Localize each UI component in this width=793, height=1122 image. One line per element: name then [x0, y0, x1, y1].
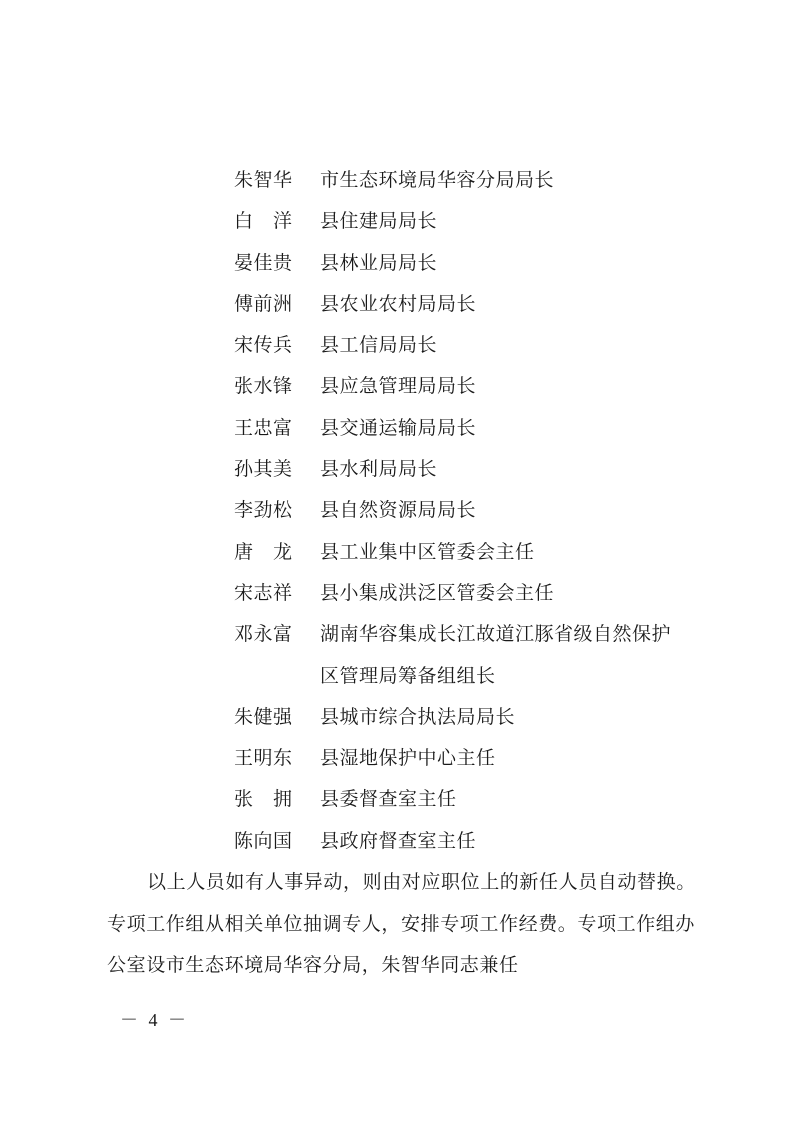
member-name: 张 拥	[234, 788, 293, 811]
member-row	[234, 490, 714, 531]
member-list	[234, 160, 714, 862]
member-name: 李劲松	[234, 499, 293, 522]
member-row	[234, 201, 714, 242]
member-title: 县住建局局长	[320, 210, 438, 233]
member-title: 县农业农村局局长	[320, 292, 477, 315]
member-row	[234, 738, 714, 779]
member-name: 王明东	[234, 747, 293, 770]
member-title: 县湿地保护中心主任	[320, 747, 496, 770]
member-row	[234, 284, 714, 325]
member-title: 县交通运输局局长	[320, 416, 477, 439]
member-title: 县城市综合执法局局长	[320, 705, 516, 728]
member-name: 王忠富	[234, 416, 293, 439]
member-row	[234, 366, 714, 407]
member-row	[234, 532, 714, 573]
member-name: 唐 龙	[234, 540, 293, 563]
member-name: 晏佳贵	[234, 251, 293, 274]
member-name: 宋志祥	[234, 581, 293, 604]
member-row	[234, 325, 714, 366]
member-row	[234, 408, 714, 449]
member-row	[234, 243, 714, 284]
member-name: 张水锋	[234, 375, 293, 398]
member-title: 湖南华容集成长江故道江豚省级自然保护区管理局筹备组组长	[320, 623, 672, 687]
member-row	[234, 160, 714, 201]
member-title: 县水利局局长	[320, 458, 438, 481]
member-title: 县委督查室主任	[320, 788, 457, 811]
member-row	[234, 779, 714, 820]
member-title: 县林业局局长	[320, 251, 438, 274]
member-name: 宋传兵	[234, 334, 293, 357]
page-number: － 4 －	[120, 1010, 189, 1030]
member-title: 县应急管理局局长	[320, 375, 477, 398]
member-row	[234, 614, 714, 697]
member-title: 县政府督查室主任	[320, 829, 477, 852]
member-row	[234, 697, 714, 738]
member-title: 县工信局局长	[320, 334, 438, 357]
member-row	[234, 449, 714, 490]
member-row	[234, 573, 714, 614]
member-title: 市生态环境局华容分局局长	[320, 169, 555, 191]
member-title: 县小集成洪泛区管委会主任	[320, 581, 555, 604]
member-name: 朱健强	[234, 705, 293, 728]
member-title: 县自然资源局局长	[320, 499, 477, 522]
member-name: 白 洋	[234, 210, 293, 233]
member-row	[234, 821, 714, 862]
member-name: 朱智华	[234, 169, 293, 191]
member-name: 邓永富	[234, 623, 293, 646]
body-paragraph: 以上人员如有人事异动，则由对应职位上的新任人员自动替换。专项工作组从相关单位抽调专人，安排专项工作经费。专项工作组办公室设市生态环境局华容分局，朱智华同志兼任	[107, 871, 696, 976]
member-title: 县工业集中区管委会主任	[320, 540, 535, 563]
member-name: 傅前洲	[234, 292, 293, 315]
member-name: 陈向国	[234, 829, 293, 852]
member-name: 孙其美	[234, 458, 293, 481]
